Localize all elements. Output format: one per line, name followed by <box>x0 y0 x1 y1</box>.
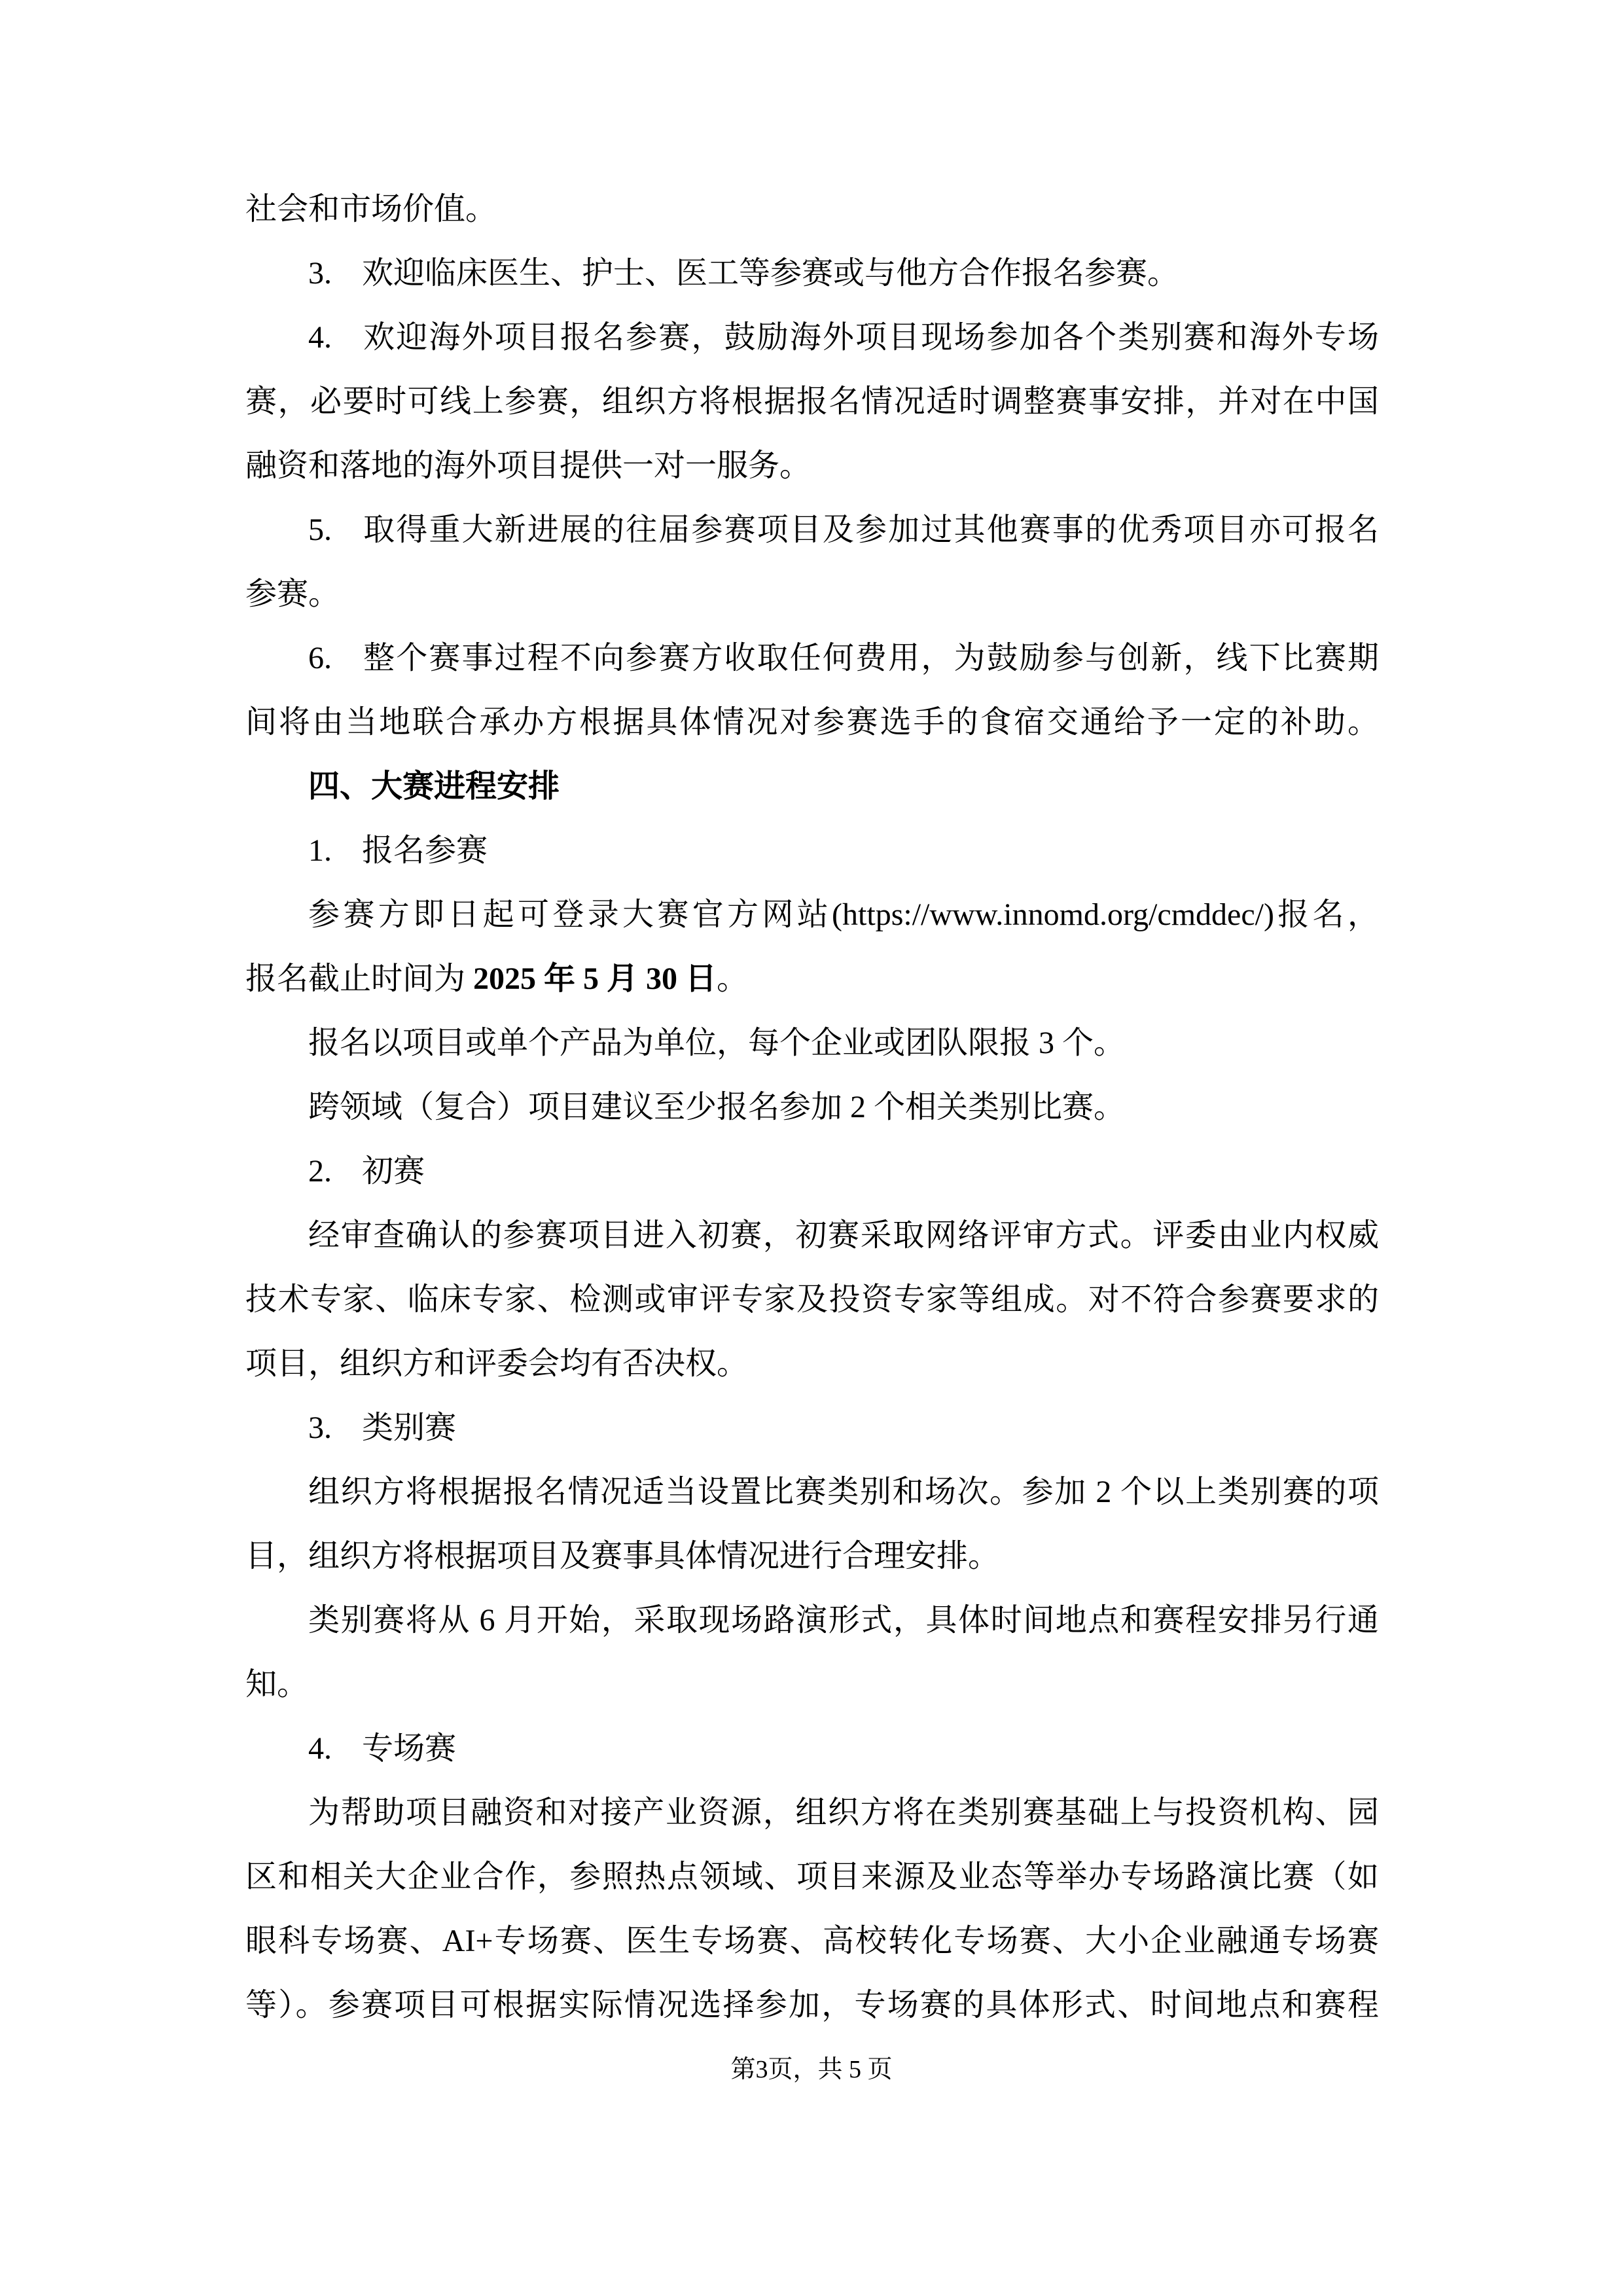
list-number: 3. <box>308 256 332 291</box>
list-item-6 <box>245 626 1379 691</box>
url-line-prefix: 参赛方即日起可登录大赛官方网站( <box>308 897 843 932</box>
deadline-line <box>245 947 1379 1011</box>
text-line: 融资和落地的海外项目提供一对一服务。 <box>245 448 812 483</box>
text-line: 等）。参赛项目可根据实际情况选择参加，专场赛的具体形式、时间地点和赛程 <box>245 1988 1379 2022</box>
text-line: 社会和市场价值。 <box>245 192 497 226</box>
list-item-4 <box>245 306 1379 370</box>
list-item-text: 欢迎临床医生、护士、医工等参赛或与他方合作报名参赛。 <box>362 256 1179 291</box>
list-item-text: 类别赛 <box>362 1410 457 1445</box>
text-line: 组织方将根据报名情况适当设置比赛类别和场次。参加 2 个以上类别赛的项 <box>308 1475 1379 1509</box>
text-line: 参赛。 <box>245 577 340 611</box>
list-number: 3. <box>308 1410 332 1445</box>
list-number: 1. <box>308 833 332 868</box>
text-line: 类别赛将从 6 月开始，采取现场路演形式，具体时间地点和赛程安排另行通 <box>308 1603 1379 1638</box>
section-heading-4: 四、大赛进程安排 <box>308 769 560 804</box>
text-line: 技术专家、临床专家、检测或审评专家及投资专家等组成。对不符合参赛要求的 <box>245 1282 1379 1317</box>
text-line: 眼科专场赛、AI+专场赛、医生专场赛、高校转化专场赛、大小企业融通专场赛 <box>245 1924 1379 1958</box>
list-item-text: 报名参赛 <box>362 833 488 868</box>
deadline-period: 。 <box>717 961 749 996</box>
text-line: 报名以项目或单个产品为单位，每个企业或团队限报 3 个。 <box>308 1026 1126 1060</box>
text-line-with-url <box>245 883 1379 947</box>
list-item-2-preliminary <box>245 1139 1379 1204</box>
text-line: 间将由当地联合承办方根据具体情况对参赛选手的食宿交通给予一定的补助。 <box>245 705 1379 740</box>
list-number: 2. <box>308 1154 332 1189</box>
deadline-date: 2025 年 5 月 30 日 <box>473 961 717 996</box>
list-item-3 <box>245 242 1379 306</box>
document-body <box>245 177 1379 2037</box>
list-number: 4. <box>308 1731 332 1766</box>
text-line: 项目，组织方和评委会均有否决权。 <box>245 1346 749 1381</box>
text-line: 目，组织方将根据项目及赛事具体情况进行合理安排。 <box>245 1539 1000 1573</box>
list-item-text: 取得重大新进展的往届参赛项目及参加过其他赛事的优秀项目亦可报名 <box>362 512 1379 547</box>
list-item-3-category <box>245 1396 1379 1460</box>
text-line: 区和相关大企业合作，参照热点领域、项目来源及业态等举办专场路演比赛（如 <box>245 1859 1379 1894</box>
list-number: 6. <box>308 641 332 675</box>
list-item-text: 初赛 <box>362 1154 425 1189</box>
page-number: 第3页，共 5 页 <box>730 2056 893 2083</box>
page-footer <box>0 2053 1623 2087</box>
list-item-text: 整个赛事过程不向参赛方收取任何费用，为鼓励参与创新，线下比赛期 <box>362 641 1379 675</box>
text-line: 经审查确认的参赛项目进入初赛，初赛采取网络评审方式。评委由业内权威 <box>308 1218 1379 1253</box>
text-line: 跨领域（复合）项目建议至少报名参加 2 个相关类别比赛。 <box>308 1090 1126 1124</box>
url-line-suffix: )报名， <box>1263 897 1379 932</box>
list-item-text: 专场赛 <box>362 1731 457 1766</box>
list-number: 4. <box>308 320 332 355</box>
official-website-url: https://www.innomd.org/cmddec/ <box>842 897 1264 932</box>
list-item-text: 欢迎海外项目报名参赛，鼓励海外项目现场参加各个类别赛和海外专场 <box>362 320 1379 355</box>
text-line: 赛，必要时可线上参赛，组织方将根据报名情况适时调整赛事安排，并对在中国 <box>245 384 1379 419</box>
text-line: 为帮助项目融资和对接产业资源，组织方将在类别赛基础上与投资机构、园 <box>308 1795 1379 1830</box>
list-item-1-signup <box>245 819 1379 883</box>
deadline-label: 报名截止时间为 <box>245 961 474 996</box>
list-number: 5. <box>308 512 332 547</box>
text-line: 知。 <box>245 1667 309 1702</box>
list-item-4-special <box>245 1717 1379 1781</box>
list-item-5 <box>245 498 1379 562</box>
